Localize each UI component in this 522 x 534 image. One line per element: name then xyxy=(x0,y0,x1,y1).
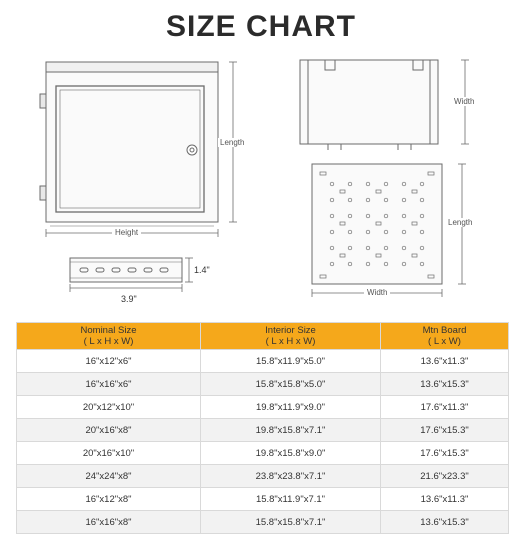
interior-size-cell: 19.8"x15.8"x7.1" xyxy=(201,419,381,442)
table-row xyxy=(17,442,509,465)
interior-size-cell: 15.8"x15.8"x7.1" xyxy=(201,511,381,534)
mtn-board-cell: 13.6"x11.3" xyxy=(381,488,509,511)
interior-size-cell: 15.8"x11.9"x7.1" xyxy=(201,488,381,511)
nominal-size-cell: 20"x12"x10" xyxy=(17,396,201,419)
nominal-size-cell: 16"x16"x8" xyxy=(17,511,201,534)
nominal-size-cell: 20"x16"x8" xyxy=(17,419,201,442)
interior-size-cell: 23.8"x23.8"x7.1" xyxy=(201,465,381,488)
mtn-board-cell: 13.6"x15.3" xyxy=(381,511,509,534)
nominal-size-cell: 24"x24"x8" xyxy=(17,465,201,488)
header-interior-size: Interior Size ( L x H x W) xyxy=(201,323,381,350)
mtn-board-cell: 13.6"x15.3" xyxy=(381,373,509,396)
header-nominal-size: Nominal Size ( L x H x W) xyxy=(17,323,201,350)
mtn-board-cell: 21.6"x23.3" xyxy=(381,465,509,488)
interior-size-cell: 19.8"x11.9"x9.0" xyxy=(201,396,381,419)
table-row xyxy=(17,511,509,534)
rail-width-dimension xyxy=(70,284,182,292)
header-mtn-board: Mtn Board ( L x W) xyxy=(381,323,509,350)
front-height-label: Height xyxy=(112,228,141,237)
page-title: SIZE CHART xyxy=(166,10,356,43)
front-length-label: Length xyxy=(220,138,245,147)
rail-height-label: 1.4" xyxy=(194,265,210,275)
mtn-board-cell: 17.6"x11.3" xyxy=(381,396,509,419)
table-header-row xyxy=(17,323,509,350)
top-width-label: Width xyxy=(454,97,475,106)
mtn-board-cell: 13.6"x11.3" xyxy=(381,350,509,373)
rail-width-label: 3.9" xyxy=(118,294,140,304)
table-row xyxy=(17,488,509,511)
mtn-board-cell: 17.6"x15.3" xyxy=(381,419,509,442)
front-view-enclosure xyxy=(40,62,218,226)
din-rail xyxy=(70,258,182,282)
table-row xyxy=(17,396,509,419)
interior-size-cell: 19.8"x15.8"x9.0" xyxy=(201,442,381,465)
nominal-size-cell: 16"x12"x6" xyxy=(17,350,201,373)
table-row xyxy=(17,350,509,373)
interior-size-cell: 15.8"x11.9"x5.0" xyxy=(201,350,381,373)
table-row xyxy=(17,465,509,488)
board-length-label: Length xyxy=(448,218,473,227)
nominal-size-cell: 16"x12"x8" xyxy=(17,488,201,511)
table-row xyxy=(17,373,509,396)
board-width-label: Width xyxy=(364,288,390,297)
nominal-size-cell: 20"x16"x10" xyxy=(17,442,201,465)
mounting-board xyxy=(312,164,442,284)
mtn-board-cell: 17.6"x15.3" xyxy=(381,442,509,465)
rail-height-dimension xyxy=(185,258,193,282)
interior-size-cell: 15.8"x15.8"x5.0" xyxy=(201,373,381,396)
size-table xyxy=(16,322,509,534)
nominal-size-cell: 16"x16"x6" xyxy=(17,373,201,396)
table-row xyxy=(17,419,509,442)
top-view-enclosure xyxy=(300,60,438,150)
